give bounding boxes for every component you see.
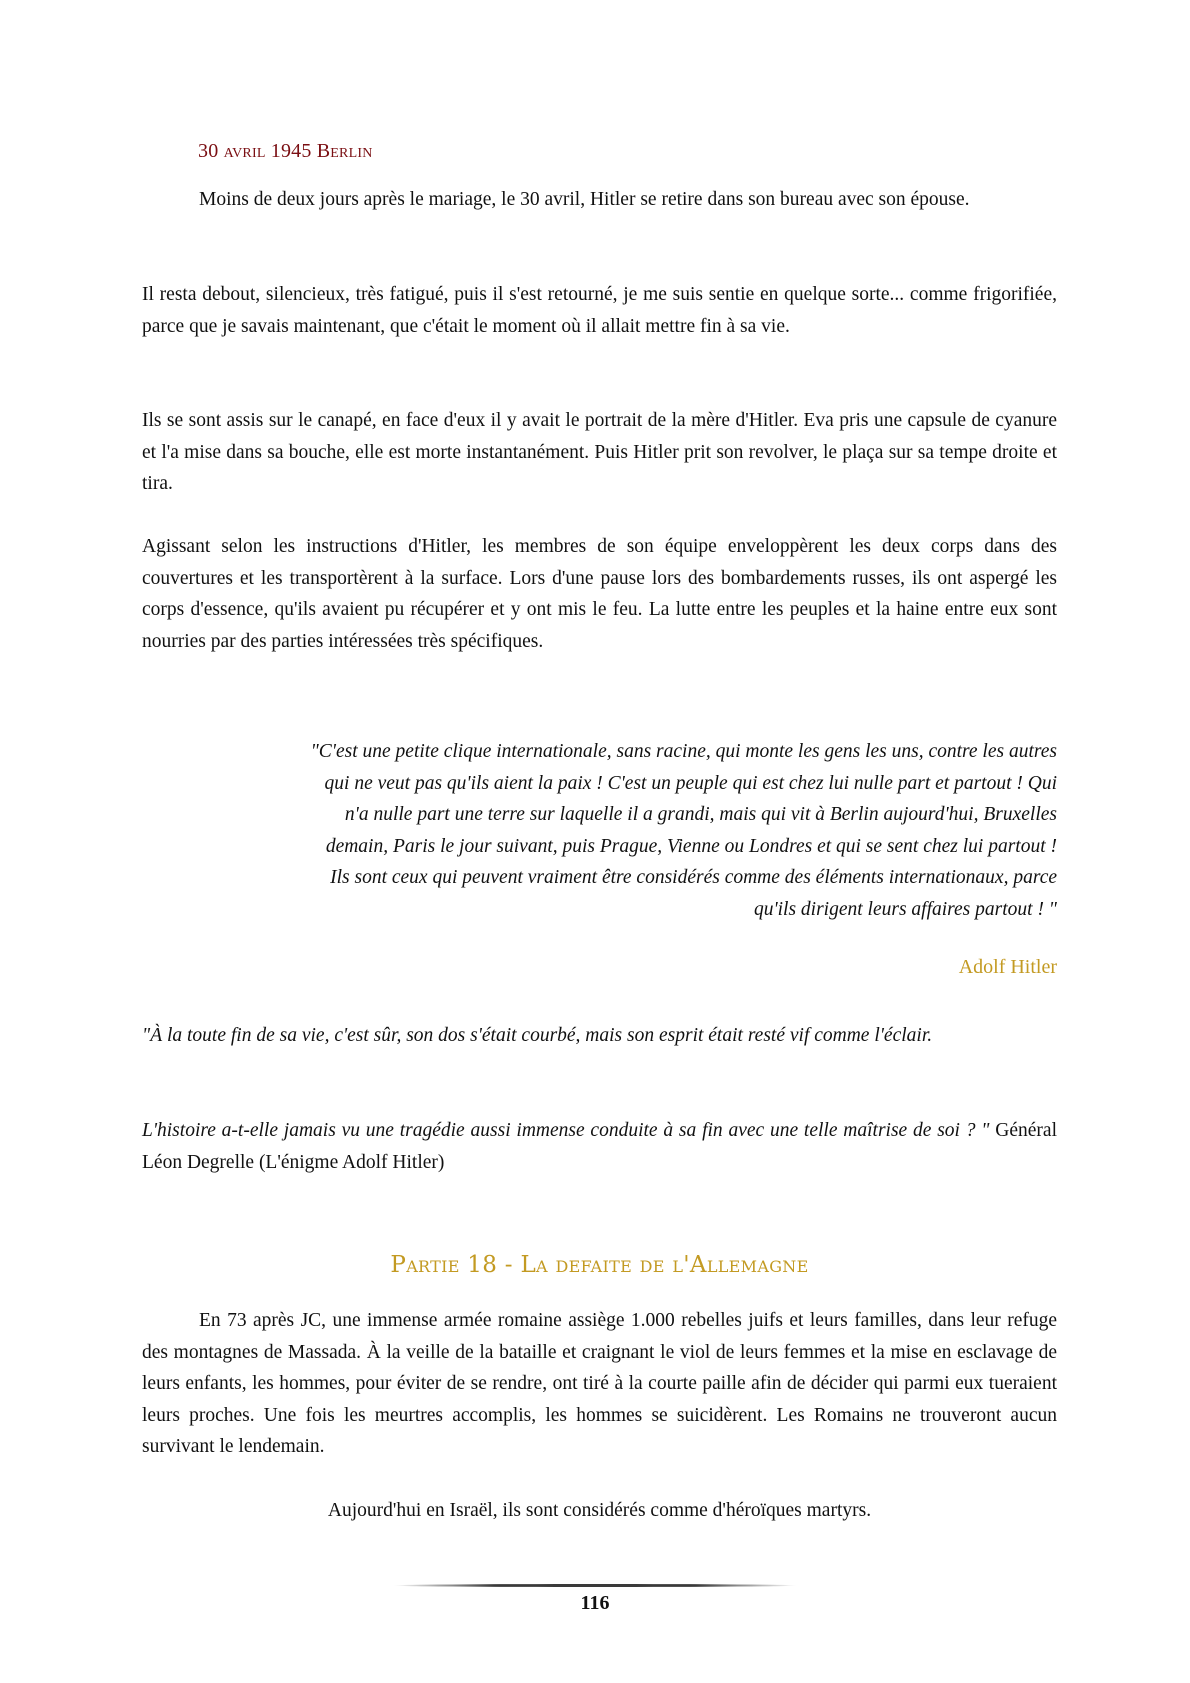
section-heading: 30 avril 1945 Berlin <box>198 140 373 162</box>
degrelle-attribution: Général Léon Degrelle (L'énigme Adolf Hitler) <box>142 1120 1057 1173</box>
hitler-quote-block <box>142 736 1057 926</box>
paragraph-4: Agissant selon les instructions d'Hitler, les membres de son équipe enveloppèrent les deux corps dans des couvertures et les transportèrent à la surface. Lors d'une pause lors des bombardements russes, ils ont aspergé les corps d'essence, qu'ils avaient pu récupérer et y ont mis le feu. La lutte entre les peuples et la haine entre eux sont nourries par des parties intéressées très spécifiques. <box>142 536 1057 652</box>
degrelle-quote-part1: "À la toute fin de sa vie, c'est sûr, son dos s'était courbé, mais son esprit était resté vif comme l'éclair. <box>142 1025 933 1046</box>
degrelle-quote-text: L'histoire a-t-elle jamais vu une tragédie aussi immense conduite à sa fin avec une telle maîtrise de soi ? " <box>142 1120 990 1141</box>
quote-line: qu'ils dirigent leurs affaires partout ! " <box>753 898 1057 920</box>
quote-line: "C'est une petite clique internationale, sans racine, qui monte les gens les uns, contre les autres <box>310 741 1057 762</box>
quote-line: qui ne veut pas qu'ils aient la paix ! C'est un peuple qui est chez lui nulle part et partout ! Qui <box>324 772 1057 794</box>
quote-author: Adolf Hitler <box>958 956 1057 978</box>
chapter-paragraph-1: En 73 après JC, une immense armée romaine assiège 1.000 rebelles juifs et leurs familles, dans leur refuge des montagnes de Massada. À la veille de la bataille et craignant le viol de leurs femmes et la mise en esclavage de leurs enfants, les hommes, pour éviter de se rendre, ont tiré à la courte paille afin de décider qui parmi eux tueraient leurs proches. Une fois les meurtres accomplis, les hommes se suicidèrent. Les Romains ne trouveront aucun survivant le lendemain. <box>142 1310 1057 1458</box>
quote-line: n'a nulle part une terre sur laquelle il a grandi, mais qui vit à Berlin aujourd'hui, Bruxelles <box>344 804 1057 826</box>
quote-line: Ils sont ceux qui peuvent vraiment être considérés comme des éléments internationaux, parce <box>330 867 1057 889</box>
chapter-paragraph-2: Aujourd'hui en Israël, ils sont considérés comme d'héroïques martyrs. <box>327 1500 872 1521</box>
footer-divider <box>393 1584 797 1587</box>
paragraph-2: Il resta debout, silencieux, très fatigué, puis il s'est retourné, je me suis sentie en quelque sorte... comme frigorifiée, parce que je savais maintenant, que c'était le moment où il allait mettre fin à sa vie. <box>142 284 1057 337</box>
paragraph-1: Moins de deux jours après le mariage, le 30 avril, Hitler se retire dans son bureau avec son épouse. <box>199 189 970 210</box>
degrelle-quote-part2 <box>142 1115 1057 1178</box>
page-number: 116 <box>580 1592 610 1614</box>
chapter-title: Partie 18 - La defaite de l'Allemagne <box>390 1252 809 1278</box>
paragraph-3: Ils se sont assis sur le canapé, en face d'eux il y avait le portrait de la mère d'Hitler. Eva pris une capsule de cyanure et l'a mise dans sa bouche, elle est morte instantanément. Puis Hitler prit son revolver, le plaça sur sa tempe droite et tira. <box>142 410 1057 495</box>
quote-line: demain, Paris le jour suivant, puis Prague, Vienne ou Londres et qui se sent chez lui partout ! <box>325 835 1057 857</box>
